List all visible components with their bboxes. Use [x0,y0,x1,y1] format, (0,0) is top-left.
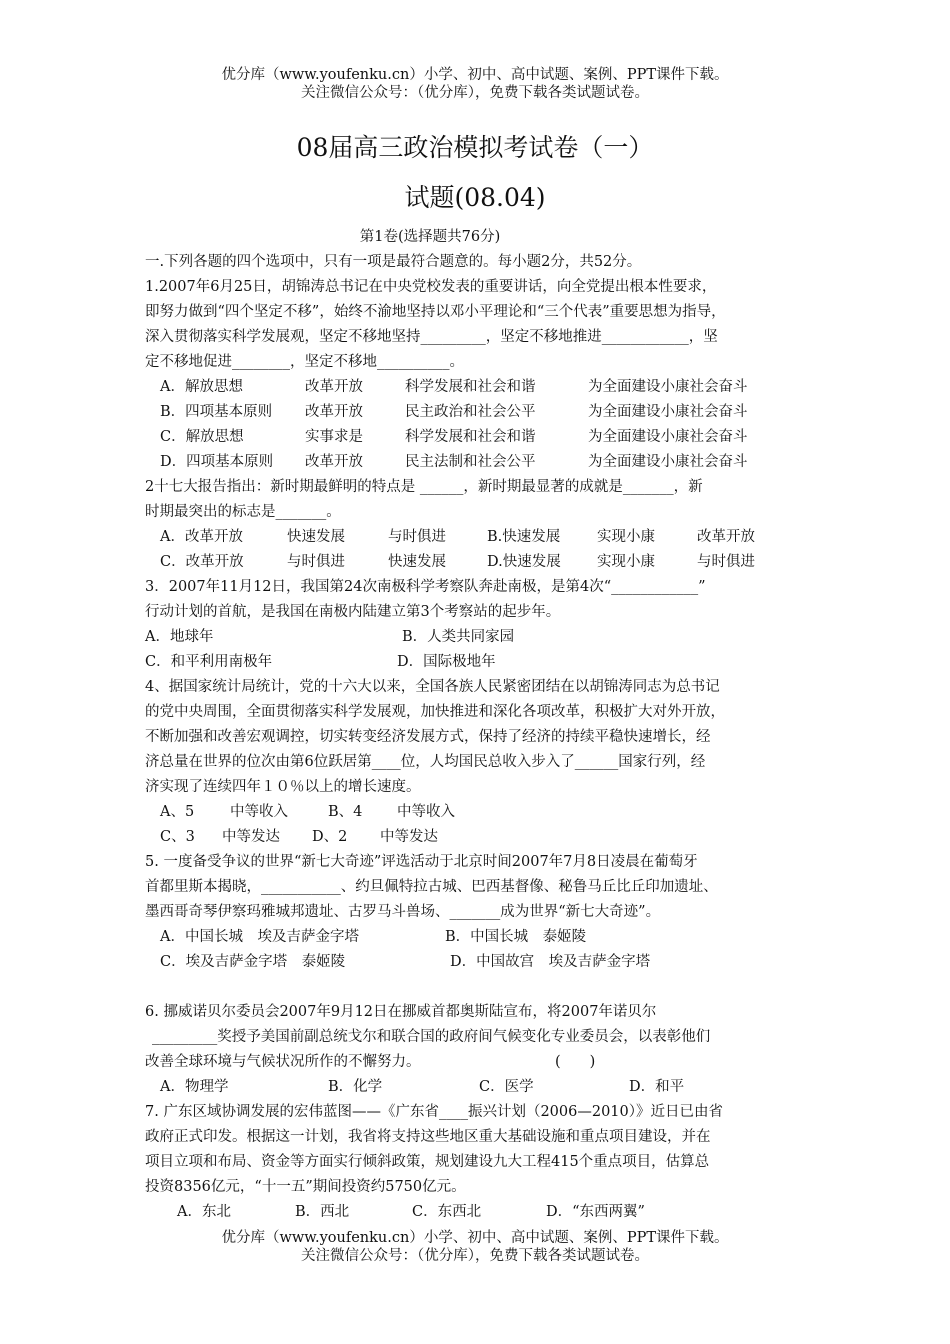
q1-option-d-col4: 为全面建设小康社会奋斗 [588,454,748,470]
question-4-line: 4、据国家统计局统计，党的十六大以来，全国各族人民紧密团结在以胡锦涛同志为总书记 [145,679,720,695]
question-5-line: 5. 一度备受争议的世界“新七大奇迹”评选活动于北京时间2007年7月8日凌晨在葡萄牙 [145,854,698,870]
question-3-line: 行动计划的首航，是我国在南极内陆建立第3个考察站的起步年。 [145,604,561,620]
q7-option-c: C．东西北 [412,1204,482,1220]
q1-option-a-col1: A．解放思想 [160,379,243,395]
q5-option-c: C．埃及吉萨金字塔 泰姬陵 [160,954,346,970]
question-7-line: 政府正式印发。根据这一计划，我省将支持这些地区重大基础设施和重点项目建设，并在 [145,1129,711,1145]
q7-option-d: D．“东西两翼” [546,1204,645,1220]
q2-option-c-col3: 快速发展 [388,554,446,570]
q1-option-c-col1: C．解放思想 [160,429,244,445]
footer-line-1: 优分库（www.youfenku.cn）小学、初中、高中试题、案例、PPT课件下载。 [221,1230,729,1246]
page-title: 08届高三政治模拟考试卷（一） [296,133,654,162]
q3-option-d: D．国际极地年 [397,654,496,670]
answer-bracket: ( ) [555,1054,596,1070]
q4-option-c-text: 中等发达 [222,829,280,845]
q2-option-d-col1: D.快速发展 [487,554,561,570]
q5-option-a: A．中国长城 埃及吉萨金字塔 [160,929,359,945]
q6-option-a: A．物理学 [160,1079,229,1095]
q6-option-c: C．医学 [479,1079,534,1095]
footer-line-2: 关注微信公众号：（优分库），免费下载各类试题试卷。 [301,1248,649,1264]
question-1-line: 即努力做到“四个坚定不移”，始终不渝地坚持以邓小平理论和“三个代表”重要思想为指导， [145,304,726,320]
q6-option-d: D．和平 [629,1079,685,1095]
question-6-line: 改善全球环境与气候状况所作的不懈努力。 [145,1054,421,1070]
q1-option-b-col2: 改革开放 [305,404,363,420]
q1-option-c-col2: 实事求是 [305,429,363,445]
q4-option-a-text: 中等收入 [230,804,288,820]
q1-option-d-col3: 民主法制和社会公平 [405,454,536,470]
q1-option-b-col1: B．四项基本原则 [160,404,273,420]
q4-option-b-letter: B、4 [328,804,363,820]
q1-option-d-col1: D．四项基本原则 [160,454,274,470]
q2-option-a-col1: A．改革开放 [160,529,243,545]
question-6-line: _________奖授予美国前副总统戈尔和联合国的政府间气候变化专业委员会，以表彰他们 [152,1029,711,1045]
q2-option-c-col1: C．改革开放 [160,554,244,570]
question-1-line: 1.2007年6月25日，胡锦涛总书记在中央党校发表的重要讲话，向全党提出根本性要求， [145,279,717,295]
q1-option-a-col4: 为全面建设小康社会奋斗 [588,379,748,395]
question-4-line: 的党中央周围，全面贯彻落实科学发展观，加快推进和深化各项改革，积极扩大对外开放， [145,704,725,720]
question-1-line: 定不移地促进________，坚定不移地__________。 [145,354,464,370]
question-7-line: 7. 广东区域协调发展的宏伟蓝图——《广东省____振兴计划（2006—2010）》近日已由省 [145,1104,723,1120]
q2-option-a-col2: 快速发展 [287,529,345,545]
question-7-line: 项目立项和布局、资金等方面实行倾斜政策，规划建设九大工程415个重点项目，估算总 [145,1154,710,1170]
q1-option-c-col4: 为全面建设小康社会奋斗 [588,429,748,445]
q2-option-b-col3: 改革开放 [697,529,755,545]
q2-option-b-col1: B.快速发展 [487,529,561,545]
section-heading: 第1卷(选择题共76分) [359,229,501,245]
q6-option-b: B．化学 [328,1079,383,1095]
question-7-line: 投资8356亿元，“十一五”期间投资约5750亿元。 [145,1179,466,1195]
q4-option-d-text: 中等发达 [380,829,438,845]
q7-option-a: A．东北 [177,1204,231,1220]
instruction-text: 一.下列各题的四个选项中，只有一项是最符合题意的。每小题2分，共52分。 [145,254,642,270]
q2-option-c-col2: 与时俱进 [287,554,345,570]
question-3-line: 3．2007年11月12日，我国第24次南极科学考察队奔赴南极，是第4次“____________” [145,579,706,595]
q3-option-c: C．和平利用南极年 [145,654,273,670]
q1-option-d-col2: 改革开放 [305,454,363,470]
header-line-1: 优分库（www.youfenku.cn）小学、初中、高中试题、案例、PPT课件下载。 [221,67,729,83]
header-line-2: 关注微信公众号：（优分库），免费下载各类试题试卷。 [301,85,649,101]
q2-option-a-col3: 与时俱进 [388,529,446,545]
question-4-line: 济总量在世界的位次由第6位跃居第____位，人均国民总收入步入了______国家行列，经 [145,754,706,770]
q5-option-d: D．中国故宫 埃及吉萨金字塔 [450,954,651,970]
q1-option-b-col4: 为全面建设小康社会奋斗 [588,404,748,420]
question-1-line: 深入贯彻落实科学发展观，坚定不移地坚持_________，坚定不移地推进____________，坚 [145,329,718,345]
q1-option-a-col3: 科学发展和社会和谐 [405,379,536,395]
question-5-line: 墨西哥奇琴伊察玛雅城邦遗址、古罗马斗兽场、_______成为世界“新七大奇迹”。 [145,904,661,920]
q4-option-c-letter: C、3 [160,829,195,845]
question-5-line: 首都里斯本揭晓，___________、约旦佩特拉古城、巴西基督像、秘鲁马丘比丘印加遗址、 [145,879,718,895]
q3-option-b: B．人类共同家园 [402,629,515,645]
q4-option-a-letter: A、5 [160,804,195,820]
page-subtitle: 试题(08.04) [404,183,546,212]
q5-option-b: B．中国长城 泰姬陵 [445,929,587,945]
question-2-line: 2十七大报告指出：新时期最鲜明的特点是 ______，新时期最显著的成就是_______，新 [145,479,703,495]
q1-option-b-col3: 民主政治和社会公平 [405,404,536,420]
q1-option-a-col2: 改革开放 [305,379,363,395]
question-4-line: 不断加强和改善宏观调控，切实转变经济发展方式，保持了经济的持续平稳快速增长，经 [145,729,711,745]
q4-option-d-letter: D、2 [312,829,348,845]
q3-option-a: A．地球年 [145,629,214,645]
q2-option-d-col2: 实现小康 [597,554,655,570]
question-6-line: 6. 挪威诺贝尔委员会2007年9月12日在挪威首都奥斯陆宣布，将2007年诺贝尔 [145,1004,657,1020]
q1-option-c-col3: 科学发展和社会和谐 [405,429,536,445]
q2-option-b-col2: 实现小康 [597,529,655,545]
q2-option-d-col3: 与时俱进 [697,554,755,570]
q4-option-b-text: 中等收入 [397,804,455,820]
question-4-line: 济实现了连续四年１０％以上的增长速度。 [145,779,421,795]
q7-option-b: B．西北 [295,1204,350,1220]
question-2-line: 时期最突出的标志是_______。 [145,504,341,520]
